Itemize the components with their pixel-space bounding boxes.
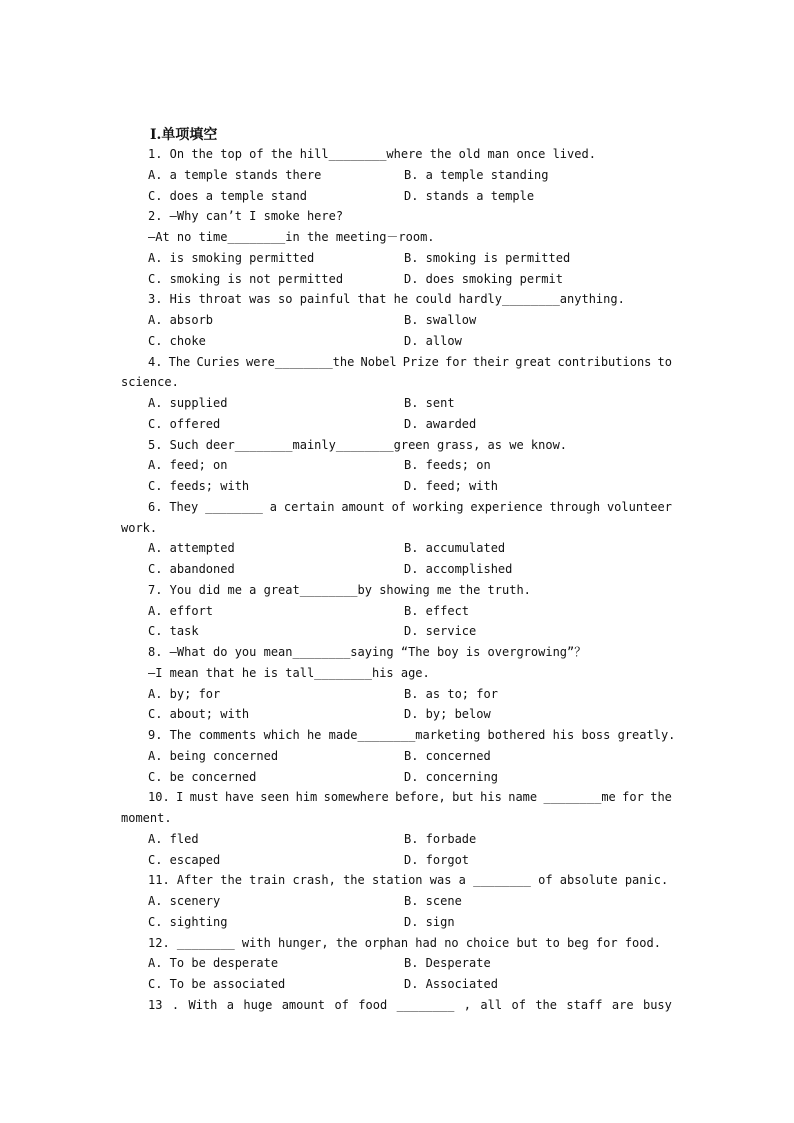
question-1-option-a: A. a temple stands there — [148, 167, 322, 182]
question-7-option-a: A. effort — [148, 603, 214, 618]
question-10-stem — [148, 790, 672, 804]
question-1-option-b: B. a temple standing — [404, 167, 549, 182]
stem-word: staff — [566, 997, 603, 1012]
question-5-stem: 5. Such deer________mainly________green grass, as we know. — [148, 437, 568, 452]
stem-word: volunteer — [606, 499, 672, 514]
stem-word: of — [391, 499, 407, 514]
stem-word: must — [189, 790, 219, 805]
stem-word: to — [657, 354, 672, 369]
stem-word: all — [480, 997, 503, 1012]
question-7-option-b: B. effect — [404, 603, 470, 618]
question-6-option-c: C. abandoned — [148, 562, 235, 576]
stem-word: his — [480, 790, 502, 805]
stem-word: 13 — [148, 997, 163, 1012]
question-10-option-a: A. fled — [148, 831, 199, 846]
stem-word: Curies — [196, 354, 240, 369]
stem-word: ________ — [205, 499, 263, 514]
stem-word: of — [334, 997, 349, 1012]
stem-word: were________the — [245, 354, 355, 369]
question-4-option-c: C. offered — [148, 416, 221, 431]
question-11-option-d: D. sign — [404, 914, 455, 929]
stem-word: name — [508, 790, 538, 805]
stem-word: him — [295, 790, 318, 805]
question-9-option-d: D. concerning — [404, 769, 498, 784]
question-12-option-a: A. To be desperate — [148, 956, 279, 971]
stem-word: of — [511, 997, 526, 1012]
stem-word: are — [611, 997, 634, 1012]
stem-word: experience — [470, 499, 543, 514]
question-9-option-a: A. being concerned — [148, 748, 279, 763]
stem-word: before, — [395, 790, 446, 805]
question-13-stem — [148, 998, 672, 1012]
question-7-option-d: D. service — [404, 624, 477, 639]
question-10-option-c: C. escaped — [148, 852, 221, 867]
stem-word: Nobel — [360, 354, 397, 369]
question-3-stem: 3. His throat was so painful that he could hardly________anything. — [148, 292, 625, 307]
stem-word: With — [188, 997, 218, 1012]
stem-word: 10. — [148, 790, 170, 805]
stem-word: I — [176, 790, 184, 805]
question-12-option-c: C. To be associated — [148, 977, 286, 991]
question-3-option-b: B. swallow — [404, 313, 477, 327]
question-11-option-b: B. scene — [404, 894, 462, 908]
stem-word: have — [225, 790, 254, 805]
question-9-option-c: C. be concerned — [148, 769, 257, 784]
stem-word: for — [622, 790, 644, 805]
question-4-option-d: D. awarded — [404, 416, 477, 431]
stem-word: food — [358, 997, 388, 1012]
stem-word: working — [412, 499, 464, 514]
question-2-option-a: A. is smoking permitted — [148, 250, 315, 265]
stem-word: ________me — [543, 790, 616, 805]
question-3-option-a: A. absorb — [148, 313, 214, 327]
question-11-stem: 11. After the train crash, the station was a ________ of absolute panic. — [148, 873, 669, 888]
stem-word: amount — [281, 997, 326, 1012]
question-6-option-a: A. attempted — [148, 541, 235, 556]
question-3-option-c: C. choke — [148, 333, 206, 348]
question-1-option-d: D. stands a temple — [404, 188, 535, 203]
stem-word: huge — [243, 997, 273, 1012]
question-5-option-a: A. feed; on — [148, 458, 228, 473]
stem-word: the — [650, 790, 672, 805]
stem-word: busy — [642, 997, 672, 1012]
question-10-stem-continued: moment. — [121, 811, 172, 825]
stem-word: but — [452, 790, 474, 805]
question-12-stem: 12. ________ with hunger, the orphan had no choice but to beg for food. — [148, 935, 661, 950]
stem-word: 6. — [148, 499, 163, 514]
stem-word: amount — [341, 499, 385, 514]
question-7-stem: 7. You did me a great________by showing me the truth. — [148, 582, 531, 597]
question-4-stem — [148, 355, 672, 369]
stem-word: contributions — [557, 354, 652, 369]
stem-word: seen — [260, 790, 290, 805]
question-2-option-c: C. smoking is not permitted — [148, 271, 344, 286]
question-3-option-d: D. allow — [404, 333, 462, 348]
question-11-option-a: A. scenery — [148, 894, 221, 908]
stem-word: a — [269, 499, 278, 514]
question-9-option-b: B. concerned — [404, 748, 491, 763]
question-5-option-d: D. feed; with — [404, 479, 498, 493]
stem-word: the — [535, 997, 557, 1012]
question-1-option-c: C. does a temple stand — [148, 188, 307, 203]
stem-word: The — [168, 354, 191, 369]
question-6-stem — [148, 500, 672, 514]
stem-word: They — [169, 499, 199, 514]
stem-word: a — [226, 997, 234, 1012]
question-10-option-d: D. forgot — [404, 852, 470, 867]
stem-word: Prize — [402, 354, 439, 369]
stem-word: certain — [283, 499, 335, 514]
question-12-option-d: D. Associated — [404, 977, 498, 991]
question-2-option-b: B. smoking is permitted — [404, 250, 571, 265]
stem-word: great — [515, 354, 552, 369]
question-5-option-b: B. feeds; on — [404, 458, 491, 473]
question-6-stem-continued: work. — [121, 520, 158, 535]
question-10-option-b: B. forbade — [404, 831, 477, 846]
question-6-option-b: B. accumulated — [404, 541, 506, 556]
stem-word: , — [463, 997, 471, 1012]
question-7-option-c: C. task — [148, 624, 199, 639]
stem-word: for — [445, 354, 467, 369]
question-2-stem-1: —At no time________in the meeting－room. — [148, 230, 435, 244]
question-8-option-a: A. by; for — [148, 686, 221, 701]
question-11-option-c: C. sighting — [148, 914, 228, 929]
question-8-option-c: C. about; with — [148, 707, 250, 722]
question-4-option-b: B. sent — [404, 396, 455, 410]
stem-word: 4. — [148, 354, 163, 369]
question-8-stem-1: —I mean that he is tall________his age. — [148, 665, 430, 680]
question-4-stem-continued: science. — [121, 375, 179, 390]
stem-word: . — [171, 997, 180, 1012]
question-6-option-d: D. accomplished — [404, 562, 513, 576]
stem-word: ________ — [396, 997, 455, 1012]
question-2-stem: 2. —Why can’t I smoke here? — [148, 209, 344, 224]
question-2-option-d: D. does smoking permit — [404, 271, 563, 286]
question-8-option-b: B. as to; for — [404, 686, 498, 701]
question-12-option-b: B. Desperate — [404, 956, 491, 971]
question-5-option-c: C. feeds; with — [148, 479, 250, 493]
question-4-option-a: A. supplied — [148, 396, 228, 410]
stem-word: through — [549, 499, 601, 514]
stem-word: their — [472, 354, 510, 369]
stem-word: somewhere — [323, 790, 389, 805]
question-1-stem: 1. On the top of the hill________where the old man once lived. — [148, 147, 596, 161]
question-9-stem: 9. The comments which he made________marketing bothered his boss greatly. — [148, 728, 676, 742]
question-8-option-d: D. by; below — [404, 707, 491, 722]
section-title: Ⅰ.单项填空 — [150, 127, 218, 143]
question-8-stem: 8. —What do you mean________saying “The boy is overgrowing”？ — [148, 645, 587, 659]
